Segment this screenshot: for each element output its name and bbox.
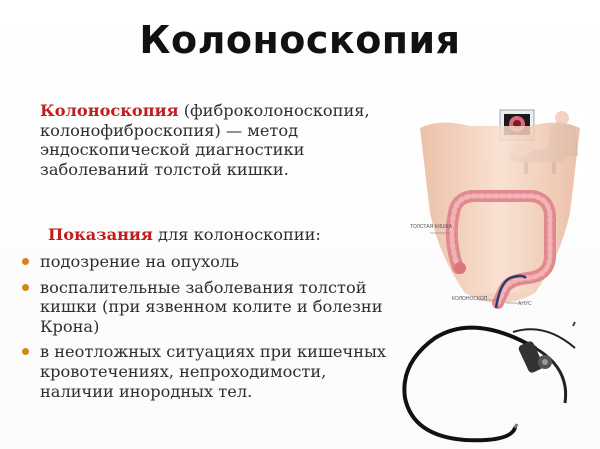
indications-heading (48, 225, 388, 245)
indications-term: Показания (48, 225, 153, 244)
list-item: воспалительные заболевания толстой кишки (при язвенном колите и болезни Крона) (22, 278, 392, 337)
indications-list (22, 252, 392, 407)
definition-text: (фиброколоноскопия, колонофиброскопия) — метод эндоскопической диагностики заболеваний толстой кишки. (40, 101, 370, 179)
colon-anatomy-illustration (410, 118, 590, 313)
definition-term: Колоноскопия (40, 101, 179, 120)
definition-paragraph (40, 101, 390, 179)
bullet-dot (22, 284, 29, 291)
colon-label: ТОЛСТАЯ КИШКА (410, 224, 452, 230)
colonoscope-label: КОЛОНОСКОП (452, 296, 488, 302)
bullet-dot (22, 258, 29, 265)
anus-label: АНУС (518, 301, 532, 307)
list-item: в неотложных ситуациях при кишечных кровотечениях, непроходимости, наличии инородных тел. (22, 342, 392, 401)
slide-title: Колоноскопия (139, 18, 461, 62)
bullet-dot (22, 348, 29, 355)
colonoscope-device-illustration (395, 318, 590, 446)
indications-text: для колоноскопии: (152, 225, 321, 244)
list-item: подозрение на опухоль (22, 252, 392, 272)
